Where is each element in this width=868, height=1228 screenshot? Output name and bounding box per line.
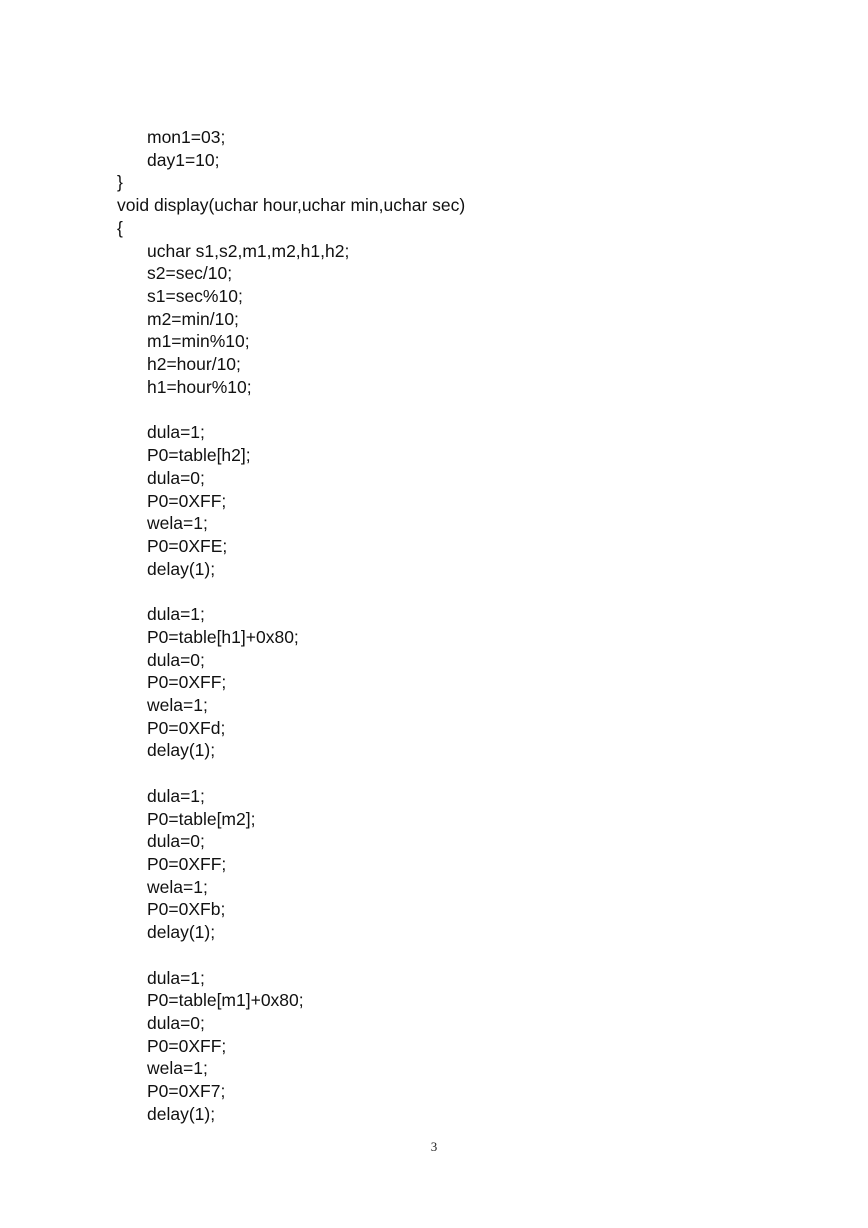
code-line: delay(1); — [147, 1103, 216, 1124]
code-line: mon1=03; — [147, 127, 226, 147]
code-line: { — [117, 217, 123, 238]
code-line: delay(1); — [147, 740, 216, 761]
code-line: P0=table[m2]; — [147, 808, 256, 829]
code-line: dula=0; — [147, 467, 205, 488]
code-line: dula=1; — [147, 967, 205, 988]
code-line: s1=sec%10; — [147, 286, 243, 307]
code-line: m1=min%10; — [147, 331, 250, 352]
code-line: delay(1); — [147, 558, 216, 579]
code-line: wela=1; — [147, 876, 208, 897]
code-line: h1=hour%10; — [147, 376, 252, 397]
code-line: P0=0XFF; — [147, 672, 227, 693]
code-line: wela=1; — [147, 1058, 208, 1079]
code-line: day1=10; — [147, 149, 220, 170]
code-line: P0=table[h1]+0x80; — [147, 626, 299, 647]
code-line: dula=1; — [147, 422, 205, 443]
code-line: dula=0; — [147, 831, 205, 852]
code-line: delay(1); — [147, 922, 216, 943]
code-line: dula=0; — [147, 1013, 205, 1034]
code-line: P0=table[m1]+0x80; — [147, 990, 304, 1011]
blank-line — [0, 580, 868, 603]
code-line: P0=0XFF; — [147, 490, 227, 511]
code-line: P0=0XF7; — [147, 1081, 226, 1102]
code-line: dula=0; — [147, 649, 205, 670]
code-line: s2=sec/10; — [147, 263, 233, 284]
code-line: uchar s1,s2,m1,m2,h1,h2; — [147, 240, 350, 261]
code-line: wela=1; — [147, 513, 208, 534]
code-line: P0=0XFb; — [147, 899, 226, 920]
blank-line — [0, 762, 868, 785]
blank-line — [0, 399, 868, 422]
code-line: m2=min/10; — [147, 308, 239, 329]
blank-line — [0, 944, 868, 967]
code-line: P0=0XFF; — [147, 854, 227, 874]
page-number: 3 — [430, 1139, 438, 1154]
code-line: wela=1; — [147, 694, 208, 715]
code-line: P0=0XFd; — [147, 717, 226, 738]
code-line: } — [117, 172, 123, 193]
code-line: P0=0XFE; — [147, 535, 228, 556]
code-listing — [0, 126, 868, 1126]
code-line: h2=hour/10; — [147, 354, 241, 375]
code-line: P0=0XFF; — [147, 1035, 227, 1056]
code-line: P0=table[h2]; — [147, 445, 251, 466]
code-line: dula=1; — [147, 604, 205, 625]
code-line: void display(uchar hour,uchar min,uchar sec) — [117, 195, 466, 216]
code-line: dula=1; — [147, 785, 205, 806]
